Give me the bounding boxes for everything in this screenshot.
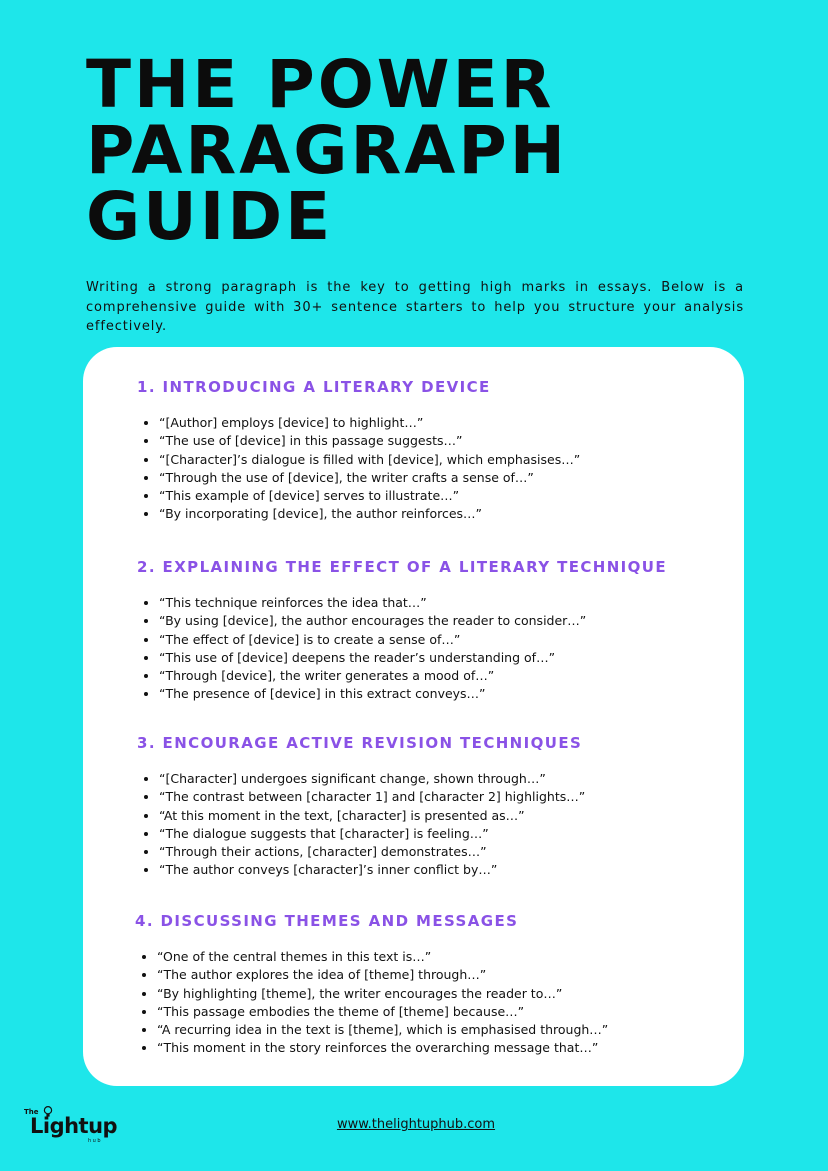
section-themes-messages	[135, 911, 725, 1058]
lightup-hub-logo	[22, 1106, 122, 1146]
list-item: • “This example of [device] serves to illustrate…”	[159, 487, 727, 505]
content-card	[83, 347, 744, 1086]
list-item: • “This technique reinforces the idea that…”	[159, 594, 727, 612]
logo-the-text: The	[24, 1108, 39, 1116]
list-item: • “The effect of [device] is to create a sense of…”	[159, 631, 727, 649]
section-introducing-device	[137, 377, 727, 524]
list-item: • “The presence of [device] in this extract conveys…”	[159, 685, 727, 703]
section-heading: 1. INTRODUCING A LITERARY DEVICE	[137, 378, 491, 396]
list-item: • “This passage embodies the theme of [theme] because…”	[157, 1003, 725, 1021]
website-link[interactable]: www.thelightuphub.com	[336, 1117, 496, 1132]
list-item: • “By using [device], the author encourages the reader to consider…”	[159, 612, 727, 630]
page-title	[86, 46, 786, 255]
section-heading: 2. EXPLAINING THE EFFECT OF A LITERARY TECHNIQUE	[137, 558, 668, 576]
sentence-starter-list	[137, 594, 727, 704]
list-item: • “The author conveys [character]’s inner conflict by…”	[159, 861, 727, 879]
section-heading: 3. ENCOURAGE ACTIVE REVISION TECHNIQUES	[137, 734, 583, 752]
list-item: • “Through their actions, [character] demonstrates…”	[159, 843, 727, 861]
section-active-revision	[137, 733, 727, 880]
list-item: • “Through the use of [device], the writer crafts a sense of…”	[159, 469, 727, 487]
section-heading: 4. DISCUSSING THEMES AND MESSAGES	[135, 912, 519, 930]
list-item: • “A recurring idea in the text is [theme], which is emphasised through…”	[157, 1021, 725, 1039]
list-item: • “By incorporating [device], the author reinforces…”	[159, 505, 727, 523]
list-item: • “By highlighting [theme], the writer encourages the reader to…”	[157, 985, 725, 1003]
list-item: • “At this moment in the text, [character] is presented as…”	[159, 807, 727, 825]
list-item: • “[Author] employs [device] to highlight…”	[159, 414, 727, 432]
list-item: • “The use of [device] in this passage suggests…”	[159, 432, 727, 450]
list-item: • “This use of [device] deepens the reader’s understanding of…”	[159, 649, 727, 667]
section-explaining-effect	[137, 557, 727, 704]
sentence-starter-list	[137, 414, 727, 524]
list-item: • “[Character]’s dialogue is filled with [device], which emphasises…”	[159, 451, 727, 469]
logo-hub-text: hub	[88, 1138, 103, 1144]
list-item: • “The author explores the idea of [theme] through…”	[157, 966, 725, 984]
intro-text: Writing a strong paragraph is the key to getting high marks in essays. Below is a comprehensive guide with 30+ sentence starters to help you structure your analysis effectively.	[86, 280, 744, 334]
sentence-starter-list	[137, 770, 727, 880]
title-line-3: GUIDE	[86, 178, 334, 255]
list-item: • “[Character] undergoes significant change, shown through…”	[159, 770, 727, 788]
title-line-1: THE POWER	[86, 46, 555, 123]
list-item: • “The contrast between [character 1] and [character 2] highlights…”	[159, 788, 727, 806]
sentence-starter-list	[135, 948, 725, 1058]
list-item: • “One of the central themes in this text is…”	[157, 948, 725, 966]
list-item: • “Through [device], the writer generates a mood of…”	[159, 667, 727, 685]
logo-main-text: Lightup	[30, 1114, 118, 1138]
list-item: • “This moment in the story reinforces the overarching message that…”	[157, 1039, 725, 1057]
title-line-2: PARAGRAPH	[86, 112, 568, 189]
list-item: • “The dialogue suggests that [character] is feeling…”	[159, 825, 727, 843]
